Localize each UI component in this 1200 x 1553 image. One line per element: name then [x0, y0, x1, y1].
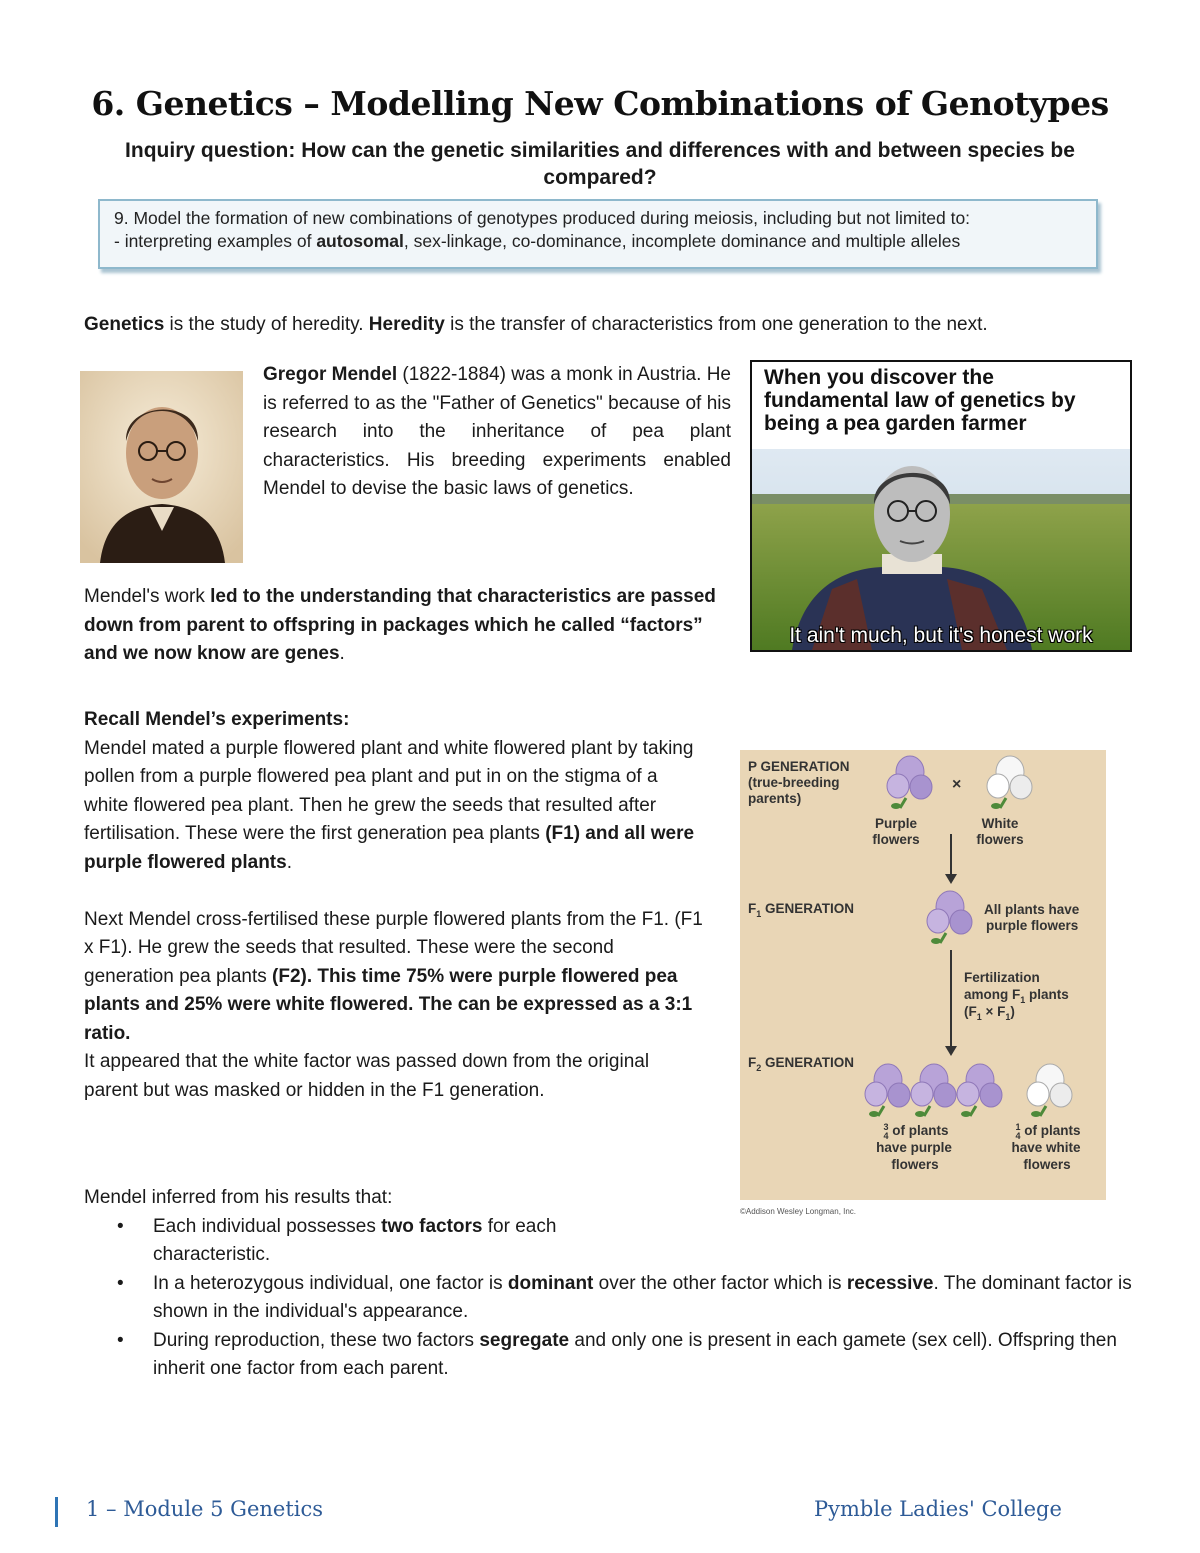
purple-flower-f2-3 — [957, 1064, 1002, 1117]
recall-paragraph-2: Next Mendel cross-fertilised these purple flowered plants from the F1. (F1 x F1). He grew the seeds that resulted. These were the second generation pea plants (F2). This time 75% were purple flowered pea plants and 25% were white flowered. The can be expressed as a 3:1 ratio. — [84, 908, 703, 1044]
footer-divider — [55, 1497, 58, 1527]
white-flower-f2 — [1027, 1064, 1072, 1117]
syllabus-box — [98, 199, 1098, 269]
list-item: • Each individual possesses two factors for each characteristic. — [153, 1213, 623, 1270]
inferences-list — [84, 1213, 1134, 1384]
meme-heading: When you discover the fundamental law of genetics by being a pea garden farmer — [764, 366, 1076, 435]
syllabus-line-2: - interpreting examples of autosomal, sex-linkage, co-dominance, incomplete dominance and multiple alleles — [114, 231, 961, 251]
all-purple-label-1: All plants have — [984, 902, 1080, 917]
three-quarters-label-1: $^3$ 4 of plants — [883, 1122, 949, 1141]
meme-caption: It ain't much, but it's honest work — [789, 624, 1093, 647]
purple-label-1: Purple — [874, 816, 918, 831]
all-purple-label-2: purple flowers — [986, 918, 1079, 933]
fertilization-label-1: Fertilization — [964, 970, 1040, 985]
meme-photo — [752, 449, 1130, 650]
purple-flower-f2-1 — [865, 1064, 910, 1117]
three-quarters-label-3: flowers — [891, 1157, 939, 1172]
footer-school: Pymble Ladies' College — [814, 1497, 1062, 1521]
mendel-work-paragraph: Mendel's work led to the understanding that characteristics are passed down from parent to offspring in packages which he called “factors” and we now know are genes. — [84, 586, 716, 664]
recall-paragraph-1: Mendel mated a purple flowered plant and white flowered plant by taking pollen from a purple flowered pea plant and put in on the stigma of a white flowered pea plant. Then he grew the seeds that resulted after fertilisation. These were the first generation pea plants (F1) and all were purple flowered plants. — [84, 737, 695, 873]
fertilization-label-2: among $F_1$ plants — [964, 987, 1069, 1005]
true-breeding-label-2: parents) — [748, 791, 802, 806]
list-item: • In a heterozygous individual, one factor is dominant over the other factor which is recessive. The dominant factor is shown in the individual's appearance. — [153, 1270, 1134, 1327]
diagram-credit: ©Addison Wesley Longman, Inc. — [740, 1207, 857, 1216]
purple-flower-p — [887, 756, 932, 809]
inquiry-question: Inquiry question: How can the genetic similarities and differences with and between species be compared? — [125, 139, 1075, 189]
white-flower-p — [987, 756, 1032, 809]
one-quarter-label-2: have white — [1011, 1140, 1081, 1155]
inferences-section — [84, 1184, 1134, 1384]
one-quarter-label-1: $^1$ 4 of plants — [1015, 1122, 1081, 1141]
f1-generation-label: $F_1$ GENERATION — [748, 901, 855, 919]
mendel-cross-diagram — [740, 750, 1106, 1200]
list-item: • During reproduction, these two factors segregate and only one is present in each gamete (sex cell). Offspring then inherit one factor from each parent. — [153, 1327, 1134, 1384]
intro-paragraph: Genetics is the study of heredity. Heredity is the transfer of characteristics from one generation to the next. — [84, 314, 988, 335]
cross-symbol: × — [952, 776, 962, 793]
p-generation-label: P GENERATION — [748, 759, 850, 774]
one-quarter-label-3: flowers — [1023, 1157, 1071, 1172]
footer-module: 1 – Module 5 Genetics — [86, 1497, 324, 1521]
three-quarters-label-2: have purple — [876, 1140, 952, 1155]
recall-paragraph-3: It appeared that the white factor was passed down from the original parent but was masked or hidden in the F1 generation. — [84, 1051, 650, 1101]
page-title: 6. Genetics – Modelling New Combinations of Genotypes — [91, 84, 1109, 123]
mendel-bio: Gregor Mendel (1822-1884) was a monk in Austria. He is referred to as the "Father of Genetics" because of his research into the inheritance of pea plant characteristics. His breeding experiments enabled Mendel to devise the basic laws of genetics. — [263, 364, 731, 499]
recall-heading: Recall Mendel’s experiments: — [84, 709, 350, 730]
f2-generation-label: $F_2$ GENERATION — [748, 1055, 855, 1073]
meme-image — [750, 360, 1132, 652]
purple-flower-f1 — [927, 891, 972, 944]
purple-label-2: flowers — [872, 832, 920, 847]
inferences-lead: Mendel inferred from his results that: — [84, 1187, 393, 1208]
white-label-2: flowers — [976, 832, 1024, 847]
mendel-portrait — [80, 371, 243, 563]
recall-section — [84, 706, 704, 1105]
true-breeding-label-1: (true-breeding — [748, 775, 840, 790]
purple-flower-f2-2 — [911, 1064, 956, 1117]
fertilization-label-3: $(F_1 \times F_1)$ — [964, 1004, 1015, 1022]
white-label-1: White — [981, 816, 1019, 831]
syllabus-line-1: 9. Model the formation of new combinations of genotypes produced during meiosis, including but not limited to: — [114, 208, 971, 228]
